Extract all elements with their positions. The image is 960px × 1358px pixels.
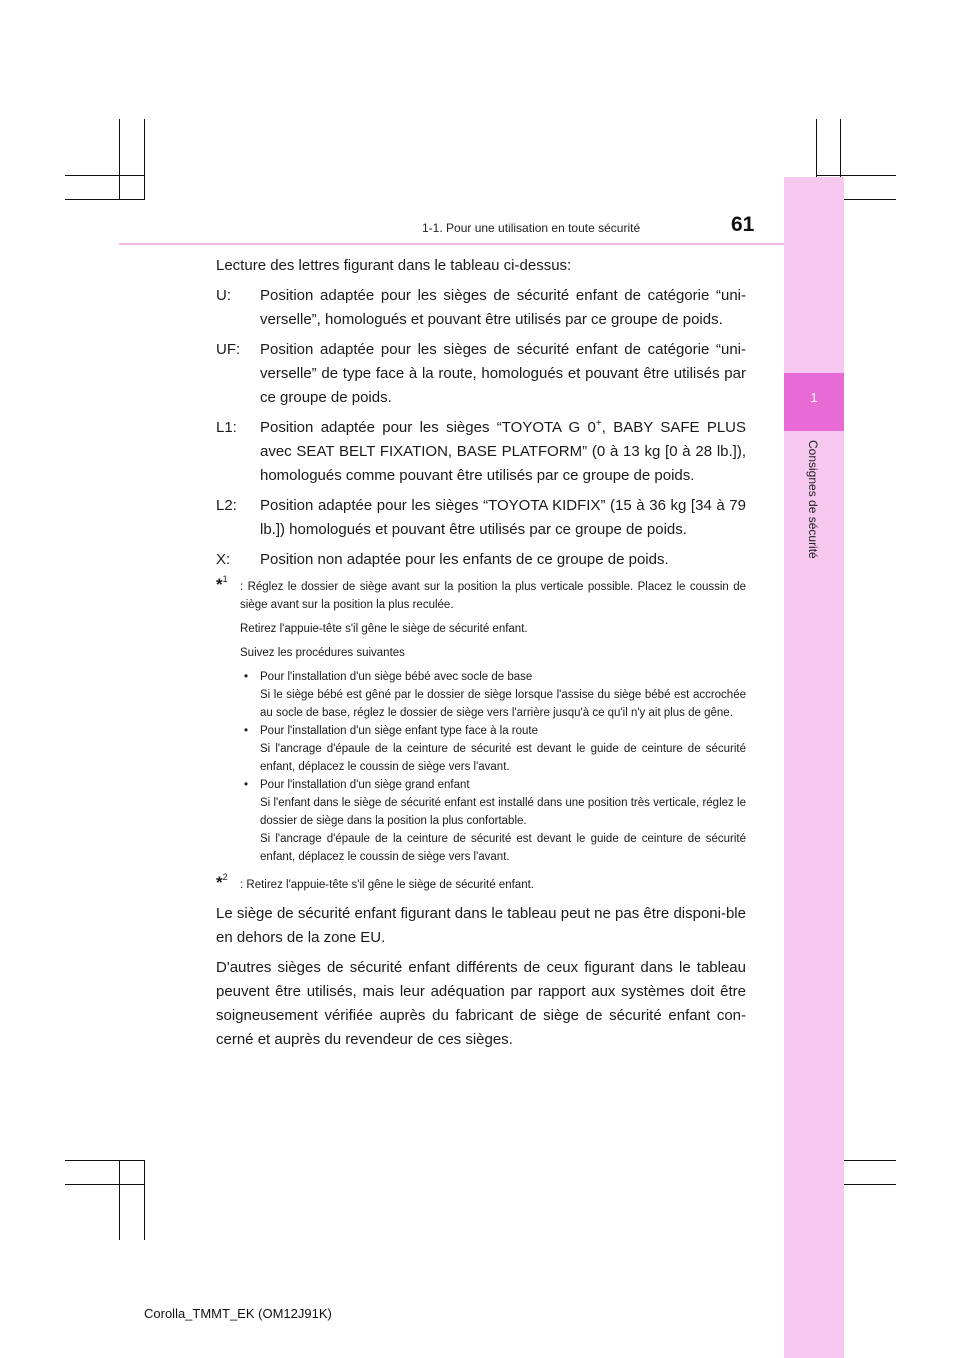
definition-key: L2: (216, 497, 237, 514)
definition-text-a: Position adaptée pour les sièges “TOYOTA G 0 (260, 419, 596, 436)
bullet-icon: • (244, 779, 249, 791)
definition-item (216, 494, 746, 542)
crop-mark (119, 1160, 120, 1240)
bullet-title: Pour l'installation d'un siège enfant type face à la route (260, 725, 539, 737)
chapter-side-tab (784, 177, 844, 1358)
page-number: 61 (731, 213, 755, 236)
footnote-2 (216, 872, 746, 894)
definition-key: X: (216, 551, 231, 568)
crop-mark (65, 1160, 145, 1161)
bullet-text: Si l'ancrage d'épaule de la ceinture de sécurité est devant le guide de ceinture de sécurité enfant, déplacez le coussin de siège vers l'avant. (260, 833, 746, 863)
bullet-item (216, 668, 746, 722)
crop-mark (144, 119, 145, 199)
bullet-icon: • (244, 671, 249, 683)
definition-text-b: , BABY SAFE PLUS avec SEAT BELT FIXATION, BASE PLATFORM” (0 à 13 kg [0 à 28 lb.]), homologués comme pouvant être utilisés par ce groupe de poids. (260, 419, 747, 484)
definition-text: Position adaptée pour les sièges “TOYOTA KIDFIX” (15 à 36 kg [34 à 79 lb.]) homologués et pouvant être utilisés par ce groupe de poids. (260, 497, 746, 538)
crop-mark (816, 175, 896, 176)
crop-mark (65, 175, 145, 176)
crop-mark (119, 119, 120, 199)
definition-text: Position adaptée pour les sièges de sécurité enfant de catégorie “uni-verselle”, homologués et pouvant être utilisés par ce groupe de poids. (260, 287, 746, 328)
definition-text (260, 416, 746, 488)
definition-item (216, 338, 746, 410)
definition-item (216, 548, 746, 572)
footnote-mark: *$^1$ (216, 574, 228, 594)
footnote-text: : Réglez le dossier de siège avant sur la position la plus verticale possible. Placez le coussin de siège avant sur la position la plus reculée. (240, 581, 746, 611)
definition-key: L1: (216, 419, 237, 436)
section-title: 1-1. Pour une utilisation en toute sécurité (422, 221, 641, 235)
bullet-text: Si l'ancrage d'épaule de la ceinture de sécurité est devant le guide de ceinture de sécurité enfant, déplacez le coussin de siège vers l'avant. (260, 743, 746, 773)
bullet-item (216, 722, 746, 776)
page-content (216, 254, 746, 1058)
definition-key: U: (216, 287, 231, 304)
crop-mark (65, 199, 145, 200)
bullet-text: Si l'enfant dans le siège de sécurité enfant est installé dans une position très verticale, réglez le dossier de siège dans la position la plus confortable. (260, 797, 746, 827)
definition-key: UF: (216, 341, 241, 358)
definition-text: Position adaptée pour les sièges de sécurité enfant de catégorie “uni-verselle” de type face à la route, homologués et pouvant être utilisés par ce groupe de poids. (260, 341, 746, 406)
footnote-1 (216, 574, 746, 614)
footnote-mark: *$^2$ (216, 872, 228, 892)
bullet-title: Pour l'installation d'un siège grand enfant (260, 779, 470, 791)
closing-paragraph: Le siège de sécurité enfant figurant dans le tableau peut ne pas être disponi-ble en dehors de la zone EU. (216, 905, 746, 946)
chapter-number: 1 (810, 390, 818, 405)
crop-mark (65, 1184, 145, 1185)
superscript: + (595, 418, 602, 429)
bullet-icon: • (244, 725, 249, 737)
bullet-text: Si le siège bébé est gêné par le dossier de siège lorsque l'assise du siège bébé est accrochée au socle de base, réglez le dossier de siège vers l'arrière jusqu'à ce qu'il n'y ait plus de gêne. (260, 689, 746, 719)
bullet-item (216, 776, 746, 866)
bullet-title: Pour l'installation d'un siège bébé avec socle de base (260, 671, 533, 683)
footer-model-code: Corolla_TMMT_EK (OM12J91K) (144, 1306, 332, 1321)
chapter-title: Consignes de sécurité (806, 440, 820, 559)
crop-mark (144, 1160, 145, 1240)
header-rule (119, 243, 784, 245)
definition-item (216, 284, 746, 332)
definition-item (216, 416, 746, 488)
footnote-extra: Retirez l'appuie-tête s'il gêne le siège de sécurité enfant. (240, 623, 528, 635)
footnote-text: : Retirez l'appuie-tête s'il gêne le siège de sécurité enfant. (240, 879, 534, 891)
closing-paragraph: D'autres sièges de sécurité enfant différents de ceux figurant dans le tableau peuvent être utilisés, mais leur adéquation par rapport aux systèmes doit être soigneusement vérifiée auprès du fabricant de siège de sécurité enfant con-cerné et auprès du revendeur de ces sièges. (216, 959, 746, 1048)
definition-text: Position non adaptée pour les enfants de ce groupe de poids. (260, 551, 669, 568)
footnote-extra: Suivez les procédures suivantes (240, 647, 405, 659)
intro-text: Lecture des lettres figurant dans le tableau ci-dessus: (216, 257, 572, 274)
